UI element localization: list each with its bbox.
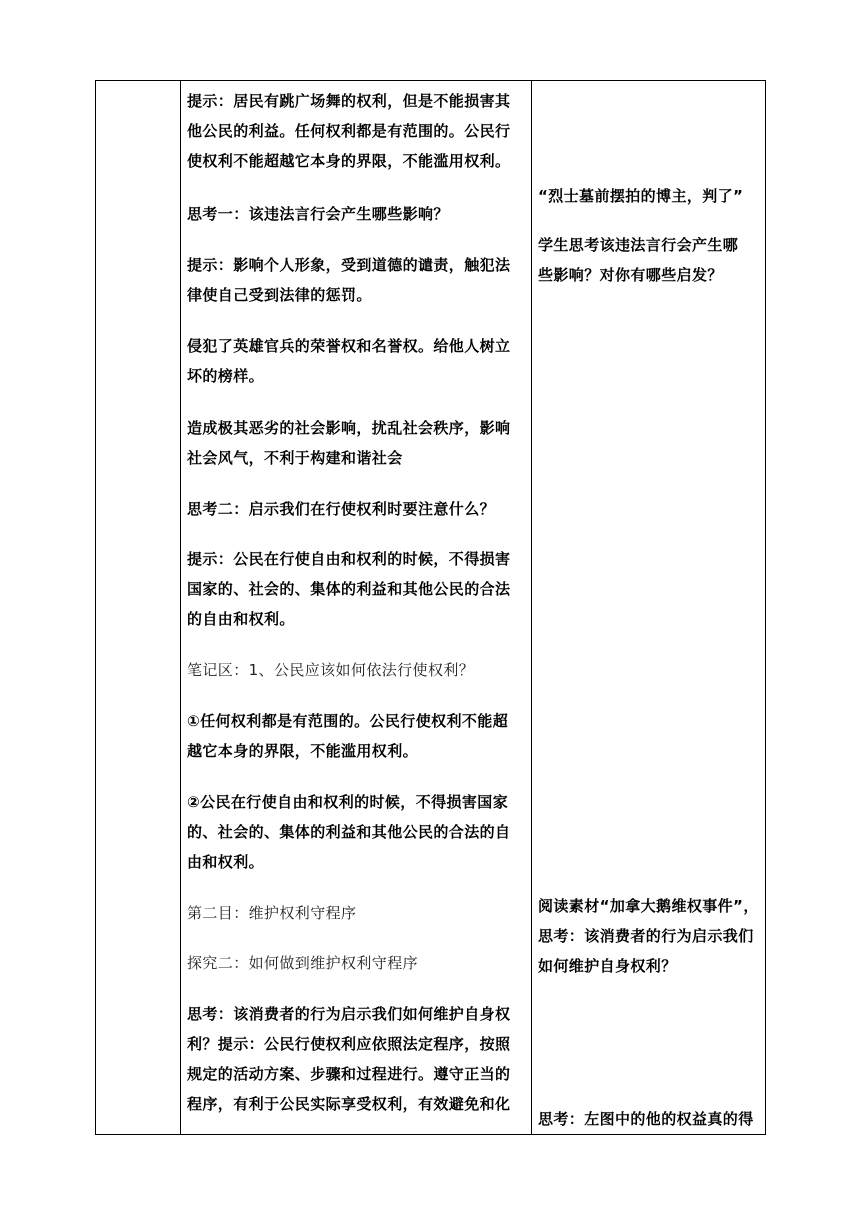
think-question-3: 思考：该消费者的行为启示我们如何维护自身权 利？提示：公民行使权利应依照法定程序，按照 规定的活动方案、步骤和过程进行。遵守正当的 程序，有利于公民实际享受权利，有效避免和化 xyxy=(187,1005,511,1113)
notes-heading: 笔记区：1、公民应该如何依法行使权利？ xyxy=(187,661,475,679)
activity-prompt-2: 阅读素材“加拿大鹅维权事件”， 思考：该消费者的行为启示我们 如何维护自身权利？ xyxy=(538,897,759,975)
hint-paragraph-2: 提示：影响个人形象，受到道德的谴责，触犯法 律使自己受到法律的惩罚。 xyxy=(187,256,511,304)
hint-paragraph-1: 提示：居民有跳广场舞的权利，但是不能损害其 他公民的利益。任何权利都是有范围的。公民行 使权利不能超越它本身的界限，不能滥用权利。 xyxy=(187,92,511,170)
think-question-1: 思考一：该违法言行会产生哪些影响？ xyxy=(187,205,449,223)
note-item-1: ①任何权利都是有范围的。公民行使权利不能超 越它本身的界限，不能滥用权利。 xyxy=(187,712,509,760)
activity-prompt-1: 学生思考该违法言行会产生哪 些影响？对你有哪些启发？ xyxy=(538,236,739,284)
activity-title-1: “烈士墓前摆拍的博主，判了” xyxy=(538,187,744,205)
activity-prompt-3: 思考：左图中的他的权益真的得 xyxy=(538,1110,754,1128)
impact-paragraph-2: 侵犯了英雄官兵的荣誉权和名誉权。给他人树立 坏的榜样。 xyxy=(187,337,511,385)
hint-paragraph-3: 提示：公民在行使自由和权利的时候，不得损害 国家的、社会的、集体的利益和其他公民的合法 的自由和权利。 xyxy=(187,550,511,628)
note-item-2: ②公民在行使自由和权利的时候，不得损害国家 的、社会的、集体的利益和其他公民的合法的自 由和权利。 xyxy=(187,793,511,871)
explore-heading-2: 探究二：如何做到维护权利守程序 xyxy=(187,954,419,972)
section-heading-2: 第二目：维护权利守程序 xyxy=(187,904,357,922)
impact-paragraph-3: 造成极其恶劣的社会影响，扰乱社会秩序，影响 社会风气，不利于构建和谐社会 xyxy=(187,419,511,467)
column-divider-left xyxy=(180,80,181,1135)
think-question-2: 思考二：启示我们在行使权利时要注意什么？ xyxy=(187,500,496,518)
column-divider-right xyxy=(531,80,532,1135)
